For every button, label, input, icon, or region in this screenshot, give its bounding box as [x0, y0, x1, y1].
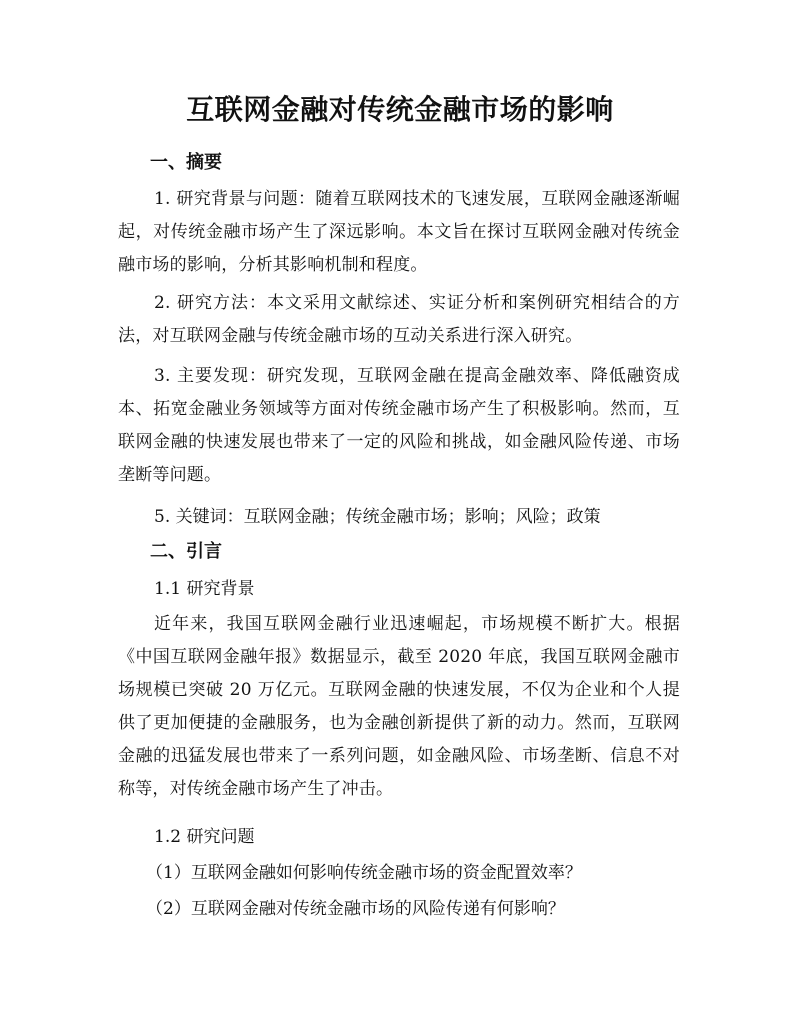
abstract-heading: 一、摘要	[150, 152, 222, 173]
abstract-item-3: 3. 主要发现：研究发现，互联网金融在提高金融效率、降低融资成本、拓宽金融业务领域等方面对传统金融市场产生了积极影响。然而，互联网金融的快速发展也带来了一定的风险和挑战，如金融风险传递、市场垄断等问题。	[118, 366, 680, 485]
intro-paragraph: 近年来，我国互联网金融行业迅速崛起，市场规模不断扩大。根据《中国互联网金融年报》数据显示，截至 2020 年底，我国互联网金融市场规模已突破 20 万亿元。互联网金融的快速发展，不仅为企业和个人提供了更加便捷的金融服务，也为金融创新提供了新的动力。然而，互联网金融的迅猛发展也带来了一系列问题，如金融风险、市场垄断、信息不对称等，对传统金融市场产生了冲击。	[118, 614, 680, 799]
document-title: 互联网金融对传统金融市场的影响	[186, 93, 614, 126]
intro-heading: 二、引言	[150, 541, 222, 562]
abstract-item-1: 1. 研究背景与问题：随着互联网技术的飞速发展，互联网金融逐渐崛起，对传统金融市场产生了深远影响。本文旨在探讨互联网金融对传统金融市场的影响，分析其影响机制和程度。	[118, 189, 680, 275]
abstract-item-2: 2. 研究方法：本文采用文献综述、实证分析和案例研究相结合的方法，对互联网金融与传统金融市场的互动关系进行深入研究。	[118, 293, 680, 346]
subsection-1-1: 1.1 研究背景	[154, 579, 255, 599]
abstract-keywords: 5. 关键词：互联网金融；传统金融市场；影响；风险；政策	[154, 507, 601, 527]
research-question-2: （2）互联网金融对传统金融市场的风险传递有何影响？	[146, 899, 565, 919]
research-question-1: （1）互联网金融如何影响传统金融市场的资金配置效率？	[146, 863, 582, 883]
subsection-1-2: 1.2 研究问题	[154, 827, 255, 847]
